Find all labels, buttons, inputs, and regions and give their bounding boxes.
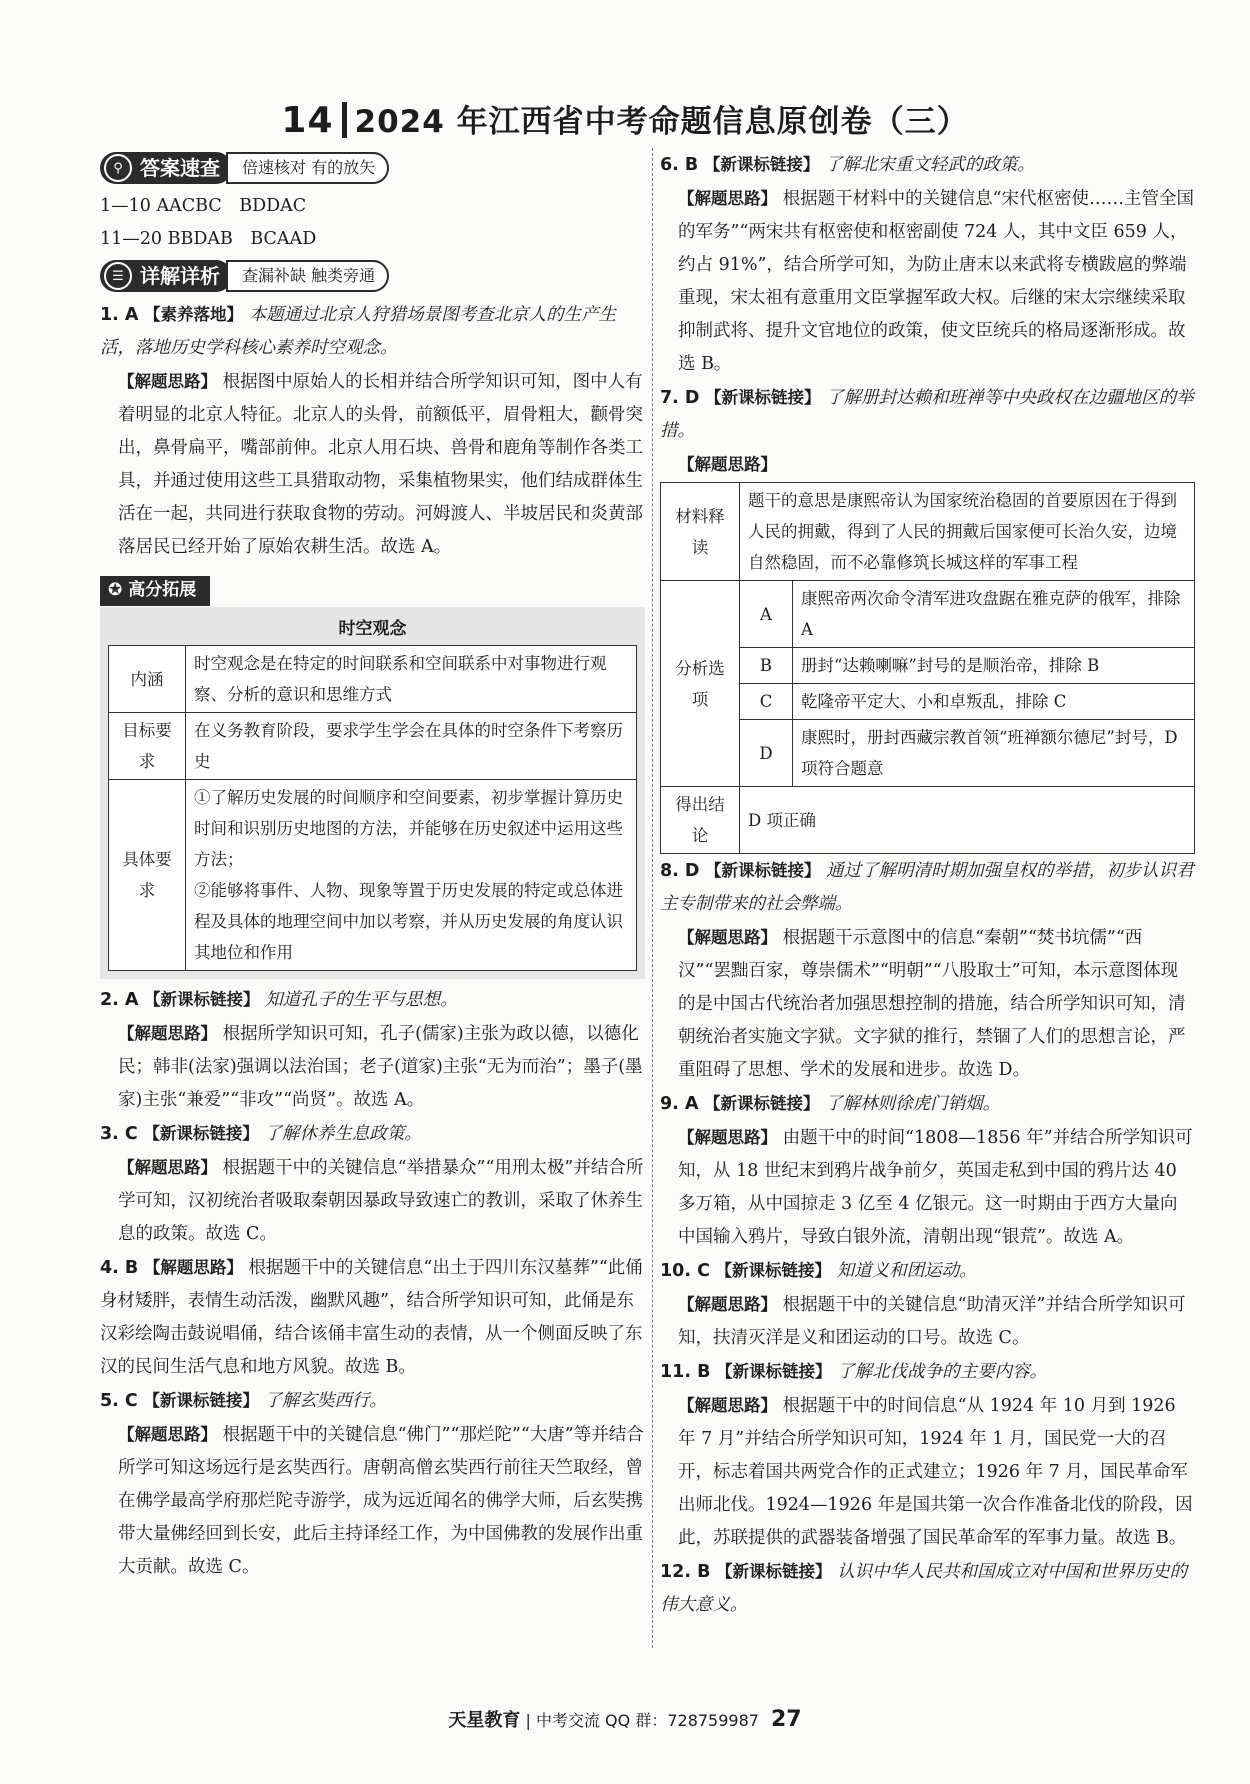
q5-answer: 【解题思路】 根据题干中的关键信息“佛门”“那烂陀”“大唐”等并结合所学可知这场远行是玄奘西行。唐朝高僧玄奘西行前往天竺取经，曾在佛学最高学府那烂陀寺游学，成为远近闻名的佛学大师，后玄奘携带大量佛经回到长安，此后主持译经工作，为中国佛教的发展作出重大贡献。故选 C。 [118, 1425, 644, 1577]
q1-answer: 【解题思路】 根据图中原始人的长相并结合所学知识可知，图中人有着明显的北京人特征。北京人的头骨，前额低平，眉骨粗大，颧骨突出，鼻骨扁平，嘴部前伸。北京人用石块、兽骨和鹿角等制作各类工具，并通过使用这些工具猎取动物，采集植物果实，他们结成群体生活在一起，共同进行获取食物的劳动。河姆渡人、半坡居民和炎黄部落居民已经开始了原始农耕生活。故选 A。 [118, 372, 643, 557]
q1-heading: 1. A 【素养落地】 本题通过北京人狩猎场景图考查北京人的生产生活，落地历史学科核心素养时空观念。 [100, 305, 617, 358]
q3-heading: 3. C 【新课标链接】 了解休养生息政策。 [100, 1124, 422, 1144]
q9-answer: 【解题思路】 由题干中的时间“1808—1856 年”并结合所学知识可知，从 18 世纪末到鸦片战争前夕，英国走私到中国的鸦片达 40 多万箱，从中国掠走 3 亿至 4 亿银元。这一时期由于西方大量向中国输入鸦片，导致白银外流，清朝出现“银荒”。故选 A。 [678, 1128, 1193, 1247]
clipboard-icon: ☰ [104, 262, 132, 290]
table-row: 材料释读 题干的意思是康熙帝认为国家统治稳固的首要原因在于得到人民的拥戴，得到了人民的拥戴后国家便可长治久安，边境自然稳固，而不必靠修筑长城这样的军事工程 [661, 483, 1195, 581]
table-row: 目标要求 在义务教育阶段，要求学生学会在具体的时空条件下考察历史 [109, 713, 637, 780]
answer-line-1: 1—10 AACBC BDDAC [100, 196, 307, 216]
analysis-header: ☰ 详解详析 查漏补缺 触类旁通 [100, 258, 645, 294]
q5-heading: 5. C 【新课标链接】 了解玄奘西行。 [100, 1391, 387, 1411]
magnifier-icon: ⚲ [104, 154, 132, 182]
q10-heading: 10. C 【新课标链接】 知道义和团运动。 [660, 1261, 977, 1281]
publisher-logo: 天星教育 [448, 1710, 521, 1731]
q8-answer: 【解题思路】 根据题干示意图中的信息“秦朝”“焚书坑儒”“西汉”“罢黜百家，尊崇儒术”“明朝”“八股取士”可知，本示意图体现的是中国古代统治者加强思想控制的措施，结合所学知识可知，清朝统治者实施文字狱。文字狱的推行，禁锢了人们的思想言论，严重阻碍了思想、学术的发展和进步。故选 D。 [678, 928, 1186, 1080]
answers-subtitle: 倍速核对 有的放矢 [226, 152, 389, 184]
left-column [100, 148, 645, 1584]
q3-answer: 【解题思路】 根据题干中的关键信息“举措暴众”“用刑太极”并结合所学可知，汉初统治者吸取秦朝因暴政导致速亡的教训，采取了休养生息的政策。故选 C。 [118, 1158, 644, 1244]
table-row: 具体要求 ①了解历史发展的时间顺序和空间要素，初步掌握计算历史时间和识别历史地图的方法，并能够在历史叙述中运用这些方法； ②能够将事件、人物、现象等置于历史发展的特定或总体进程及具体的地理空间中加以考察，并从历史发展的角度认识其地位和作用 [109, 780, 637, 971]
q7-analysis-table [660, 482, 1195, 854]
q11-heading: 11. B 【新课标链接】 了解北伐战争的主要内容。 [660, 1362, 1048, 1382]
title-number: 14 [281, 100, 334, 141]
analysis-subtitle: 查漏补缺 触类旁通 [226, 260, 389, 292]
q9-heading: 9. A 【新课标链接】 了解林则徐虎门销烟。 [660, 1094, 1001, 1114]
footer-text: 中考交流 QQ 群：728759987 [535, 1711, 759, 1730]
q12-heading: 12. B 【新课标链接】 认识中华人民共和国成立对中国和世界历史的伟大意义。 [660, 1562, 1188, 1615]
table-row: D 康熙时，册封西藏宗教首领“班禅额尔德尼”封号，D 项符合题意 [661, 720, 1195, 787]
page-number: 27 [770, 1707, 802, 1732]
q4-answer: 4. B 【解题思路】 根据题干中的关键信息“出土于四川东汉墓葬”“此俑身材矮胖，表情生动活泼，幽默风趣”，结合所学知识可知，此俑是东汉彩绘陶击鼓说唱俑，结合该俑丰富生动的表情，从一个侧面反映了东汉的民间生活气息和地方风貌。故选 B。 [100, 1258, 643, 1377]
q7-heading: 7. D 【新课标链接】 了解册封达赖和班禅等中央政权在边疆地区的举措。 [660, 388, 1194, 441]
q6-heading: 6. B 【新课标链接】 了解北宋重文轻武的政策。 [660, 155, 1035, 175]
page-footer: 天星教育 | 中考交流 QQ 群：728759987 27 [448, 1707, 802, 1732]
extension-box [100, 574, 645, 979]
answer-line-2: 11—20 BBDAB BCAAD [100, 229, 317, 249]
q10-answer: 【解题思路】 根据题干中的关键信息“助清灭洋”并结合所学知识可知，扶清灭洋是义和团运动的口号。故选 C。 [678, 1295, 1186, 1348]
q2-heading: 2. A 【新课标链接】 知道孔子的生平与思想。 [100, 990, 458, 1010]
q8-heading: 8. D 【新课标链接】 通过了解明清时期加强皇权的举措，初步认识君主专制带来的社会弊端。 [660, 861, 1194, 914]
extension-table-title: 时空观念 [338, 619, 407, 639]
table-row: 分析选项 A 康熙帝两次命令清军进攻盘踞在雅克萨的俄军，排除 A [661, 581, 1195, 648]
page-title [0, 96, 1250, 141]
q6-answer: 【解题思路】 根据题干材料中的关键信息“宋代枢密使……主管全国的军务”“两宋共有枢密使和枢密副使 724 人，其中文臣 659 人，约占 91%”，结合所学可知，为防止唐末以来武将专横跋扈的弊端重现，宋太祖有意重用文臣掌握军政大权。后继的宋太宗继续采取抑制武将、提升文官地位的政策，使文臣统兵的格局逐渐形成。故选 B。 [678, 189, 1195, 374]
q11-answer: 【解题思路】 根据题干中的时间信息“从 1924 年 10 月到 1926 年 7 月”并结合所学知识可知，1924 年 1 月，国民党一大的召开，标志着国共两党合作的正式建立；1926 年 7 月，国民革命军出师北伐。1924—1926 年是国共第一次合作准备北伐的阶段，因此，苏联提供的武器装备增强了国民革命军的军事力量。故选 B。 [678, 1396, 1193, 1548]
table-row: B 册封“达赖喇嘛”封号的是顺治帝，排除 B [661, 648, 1195, 684]
q2-answer: 【解题思路】 根据所学知识可知，孔子(儒家)主张为政以德，以德化民；韩非(法家)强调以法治国；老子(道家)主张“无为而治”；墨子(墨家)主张“兼爱”“非攻”“尚贤”。故选 A。 [118, 1024, 643, 1110]
star-icon: ✪ [108, 580, 123, 600]
title-text: 2024 年江西省中考命题信息原创卷（三） [354, 104, 969, 140]
table-row: C 乾隆帝平定大、小和卓叛乱，排除 C [661, 684, 1195, 720]
title-divider [342, 102, 347, 138]
extension-table [108, 645, 637, 971]
q7-answer-label: 【解题思路】 [678, 455, 777, 474]
right-column [660, 148, 1195, 1622]
answers-header: ⚲ 答案速查 倍速核对 有的放矢 [100, 150, 645, 186]
table-row: 得出结论 D 项正确 [661, 787, 1195, 854]
extension-label: ✪ 高分拓展 [100, 576, 210, 606]
table-row: 内涵 时空观念是在特定的时间联系和空间联系中对事物进行观察、分析的意识和思维方式 [109, 646, 637, 713]
column-divider [652, 148, 654, 1648]
